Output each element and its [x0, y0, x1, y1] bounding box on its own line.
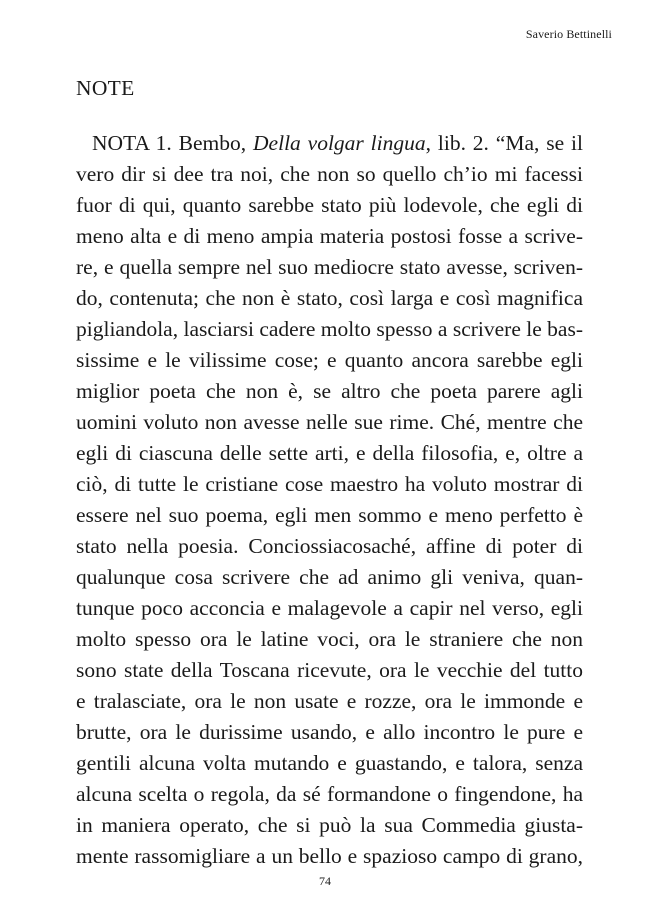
- note-line: brutte, ora le durissime usando, e allo incontro le pure e: [76, 720, 583, 744]
- note-line: gentili alcuna volta mutando e guastando, e talora, senza: [76, 751, 583, 775]
- work-title: Della volgar lingua: [253, 131, 426, 155]
- section-title: NOTE: [76, 76, 135, 100]
- running-header: Saverio Bettinelli: [525, 27, 612, 41]
- note-line: molto spesso ora le latine voci, ora le straniere che non: [76, 627, 583, 651]
- note-line: sissime e le vilissime cose; e quanto ancora sarebbe egli: [76, 348, 583, 372]
- note-lead-tail: , lib. 2. “Ma, se il: [425, 131, 583, 155]
- note-line: mente rassomigliare a un bello e spazioso campo di grano,: [76, 844, 583, 868]
- note-line: uomini voluto non avesse nelle sue rime. Ché, mentre che: [76, 410, 583, 434]
- note-line: ciò, di tutte le cristiane cose maestro ha voluto mostrar di: [76, 472, 583, 496]
- note-line: do, contenuta; che non è stato, così larga e così magnifica: [76, 286, 583, 310]
- note-line: egli di ciascuna delle sette arti, e della filosofia, e, oltre a: [76, 441, 583, 465]
- page-number: 74: [319, 874, 331, 888]
- note-paragraph: [76, 128, 583, 872]
- note-line: miglior poeta che non è, se altro che poeta parere agli: [76, 379, 583, 403]
- note-line: stato nella poesia. Conciossiacosaché, affine di poter di: [76, 534, 583, 558]
- note-line: meno alta e di meno ampia materia postosi fosse a scrive-: [76, 224, 583, 248]
- note-line: alcuna scelta o regola, da sé formandone o fingendone, ha: [76, 782, 583, 806]
- note-line: fuor di qui, quanto sarebbe stato più lodevole, che egli di: [76, 193, 583, 217]
- note-line: pigliandola, lasciarsi cadere molto spesso a scrivere le bas-: [76, 317, 583, 341]
- note-line: vero dir si dee tra noi, che non so quello ch’io mi facessi: [76, 162, 583, 186]
- note-line: tunque poco acconcia e malagevole a capir nel verso, egli: [76, 596, 583, 620]
- note-line: qualunque cosa scrivere che ad animo gli veniva, quan-: [76, 565, 583, 589]
- note-line: sono state della Toscana ricevute, ora le vecchie del tutto: [76, 658, 583, 682]
- note-line: in maniera operato, che si può la sua Commedia giusta-: [76, 813, 583, 837]
- note-lead: NOTA 1. Bembo,: [92, 131, 254, 155]
- note-line: [76, 128, 583, 159]
- note-line: essere nel suo poema, egli men sommo e meno perfetto è: [76, 503, 583, 527]
- note-line: re, e quella sempre nel suo mediocre stato avesse, scriven-: [76, 255, 583, 279]
- note-line: e tralasciate, ora le non usate e rozze, ora le immonde e: [76, 689, 583, 713]
